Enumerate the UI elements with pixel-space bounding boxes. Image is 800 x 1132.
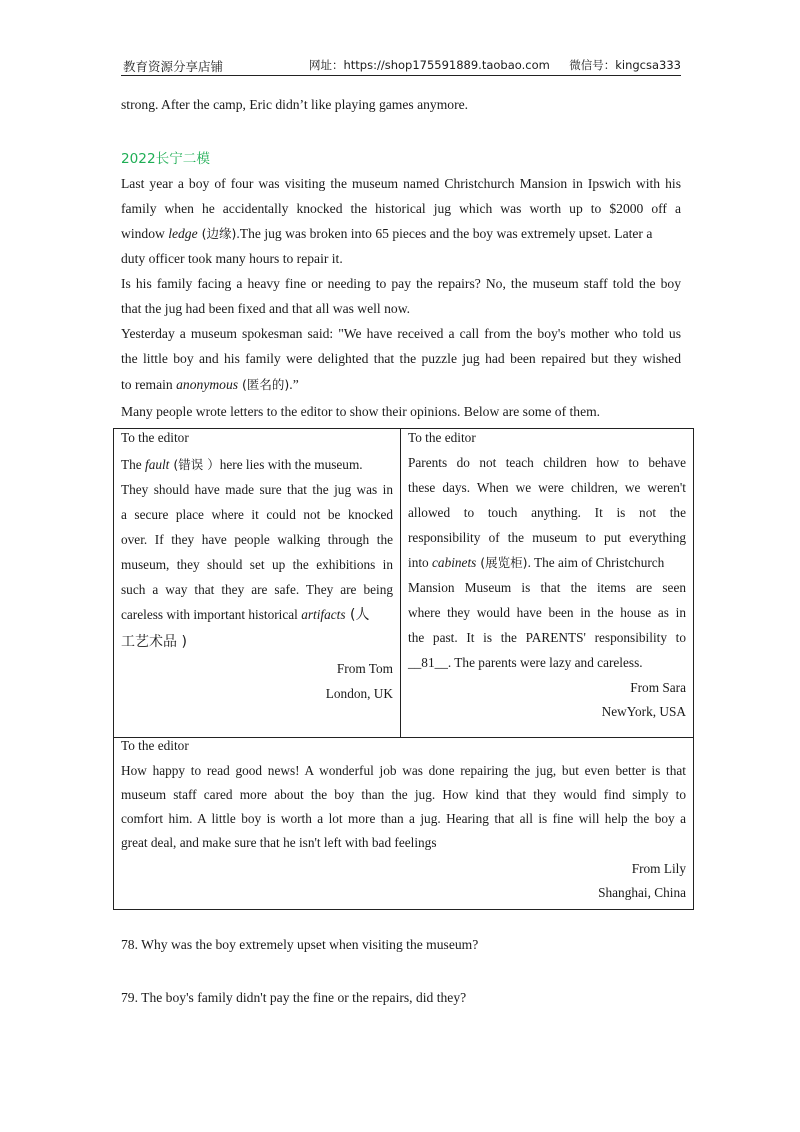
passage-line: Last year a boy of four was visiting the museum named Christchurch Mansion in Ipswich with his (121, 176, 681, 191)
page-header (121, 57, 681, 76)
passage-line: family when he accidentally knocked the historical jug which was worth up to $2000 off a (121, 201, 681, 216)
letter-line: museum staff cared more about the boy than the jug. How kind that they would find simply to (121, 787, 686, 802)
passage-line: Many people wrote letters to the editor to show their opinions. Below are some of them. (121, 404, 601, 419)
passage-line: duty officer took many hours to repair it. (121, 251, 343, 266)
letter-line: where they would have been in the house as in (408, 605, 686, 620)
letter-line: Parents do not teach children how to behave (408, 455, 686, 470)
letter-line: __81__. The parents were lazy and careless. (408, 655, 643, 670)
passage-line: Is his family facing a heavy fine or needing to pay the repairs? No, the museum staff told the boy (121, 276, 681, 291)
letter-heading: To the editor (121, 738, 189, 753)
letter-line: allowed to touch anything. It is not the (408, 505, 686, 520)
intro-line: strong. After the camp, Eric didn’t like playing games anymore. (121, 97, 469, 112)
passage-line: to remain anonymous (匿名的).” (121, 377, 299, 392)
letter-line: careless with important historical artifacts (人 (121, 607, 370, 623)
letter-line: 工艺术品 ) (121, 634, 187, 650)
header-shop-name: 教育资源分享店铺 (123, 59, 224, 74)
passage-line: Yesterday a museum spokesman said: "We have received a call from the boy's mother who told us (121, 326, 681, 341)
letter-line: into cabinets (展览柜). The aim of Christchurch (408, 555, 665, 570)
letter-line: such a way that they are safe. They are being (121, 582, 393, 597)
vocab-ledge: ledge (168, 226, 198, 241)
letter-location: Shanghai, China (598, 885, 686, 900)
passage-line: the little boy and his family were delighted that the puzzle jug had been repaired but they wished (121, 351, 681, 366)
question-79: 79. The boy's family didn't pay the fine or the repairs, did they? (121, 990, 467, 1005)
letter-line: Mansion Museum is that the items are seen (408, 580, 686, 595)
letter-location: NewYork, USA (601, 704, 686, 719)
letter-heading: To the editor (408, 430, 476, 445)
letter-line: these days. When we were children, we weren't (408, 480, 686, 495)
letter-line: great deal, and make sure that he isn't left with bad feelings (121, 835, 437, 850)
letter-line: comfort him. A little boy is worth a lot more than a jug. Hearing that all is fine will help the boy a (121, 811, 686, 826)
letter-line: responsibility of the museum to put everything (408, 530, 686, 545)
letter-line: museum, they should set up the exhibitions in (121, 557, 393, 572)
header-url: 网址：https://shop175591889.taobao.com (309, 58, 550, 72)
letter-line: How happy to read good news! A wonderful job was done repairing the jug, but even better is that (121, 763, 686, 778)
letter-line: over. If they have people walking through the (121, 532, 393, 547)
letter-signature: From Sara (630, 680, 686, 695)
letter-line: the past. It is the PARENTS' responsibility to (408, 630, 686, 645)
passage-line: window ledge (边缘).The jug was broken into 65 pieces and the boy was extremely upset. Later a (121, 226, 653, 241)
passage-line: that the jug had been fixed and that all was well now. (121, 301, 411, 316)
vocab-anonymous: anonymous (176, 377, 239, 392)
letter-location: London, UK (325, 686, 393, 701)
section-title: 2022长宁二模 (121, 151, 210, 167)
letter-signature: From Tom (336, 661, 393, 676)
header-wechat: 微信号：kingcsa333 (569, 58, 681, 72)
letter-line: a secure place where it could not be knocked (121, 507, 393, 522)
question-78: 78. Why was the boy extremely upset when visiting the museum? (121, 937, 479, 952)
letter-signature: From Lily (631, 861, 686, 876)
letter-heading: To the editor (121, 430, 189, 445)
letter-line: They should have made sure that the jug was in (121, 482, 393, 497)
letter-line: The fault (错误 ）here lies with the museum. (121, 457, 363, 472)
